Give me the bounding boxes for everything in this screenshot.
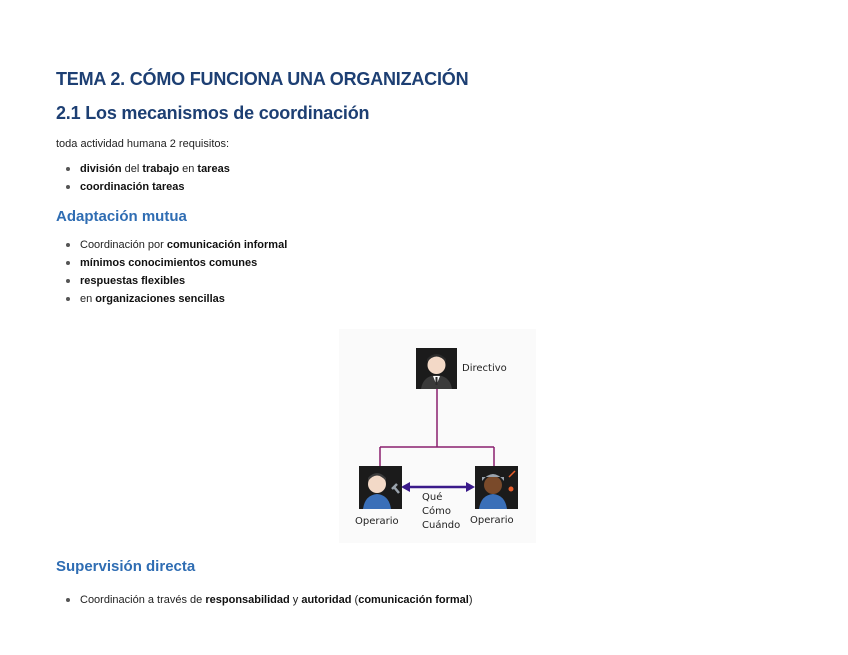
coordination-label-que: Qué [422, 492, 443, 503]
list-item [80, 178, 816, 196]
bold-text: división [80, 163, 122, 175]
arrow-head-right [466, 482, 475, 492]
worker-icon-left [359, 466, 402, 509]
bold-text: mínimos conocimientos comunes [80, 257, 258, 269]
plain-text: ) [468, 594, 473, 606]
document-body [56, 66, 816, 308]
adaptacion-list [56, 236, 816, 308]
bold-text: organizaciones sencillas [95, 293, 225, 305]
plain-text: en [80, 293, 96, 305]
bold-text: comunicación formal [358, 594, 469, 606]
worker-label-left: Operario [355, 516, 399, 527]
org-diagram [339, 329, 536, 543]
bold-text: autoridad [301, 594, 352, 606]
plain-text: Coordinación a través de [80, 594, 206, 606]
page-title: TEMA 2. CÓMO FUNCIONA UNA ORGANIZACIÓN [56, 69, 469, 89]
plain-text: Coordinación por [80, 239, 167, 251]
bold-text: responsabilidad [205, 594, 290, 606]
coordination-label-como: Cómo [422, 506, 451, 517]
list-item [80, 290, 816, 308]
requisitos-list [56, 160, 816, 196]
list-item [80, 254, 816, 272]
org-diagram-svg [339, 329, 536, 543]
arrow-head-left [401, 482, 410, 492]
bold-text: trabajo [142, 163, 180, 175]
plain-text: del [121, 163, 143, 175]
coordination-label-cuando: Cuándo [422, 520, 461, 531]
worker-icon-right [475, 466, 518, 509]
list-item [80, 272, 816, 290]
bold-text: respuestas flexibles [80, 275, 186, 287]
adaptacion-heading: Adaptación mutua [56, 208, 187, 225]
worker-label-right: Operario [470, 515, 514, 526]
list-item [80, 236, 816, 254]
supervision-heading: Supervisión directa [56, 558, 196, 575]
supervision-list [56, 591, 473, 609]
bold-text: comunicación informal [166, 239, 288, 251]
plain-text: en [179, 163, 198, 175]
section-title: 2.1 Los mecanismos de coordinación [56, 103, 370, 123]
manager-label: Directivo [462, 363, 507, 374]
list-item [80, 591, 473, 609]
plain-text: y [289, 594, 302, 606]
bold-text: coordinación tareas [80, 181, 185, 193]
intro-text: toda actividad humana 2 requisitos: [56, 138, 230, 150]
list-item [80, 160, 816, 178]
plain-text: ( [351, 594, 359, 606]
bold-text: tareas [197, 163, 230, 175]
manager-icon [416, 348, 457, 389]
